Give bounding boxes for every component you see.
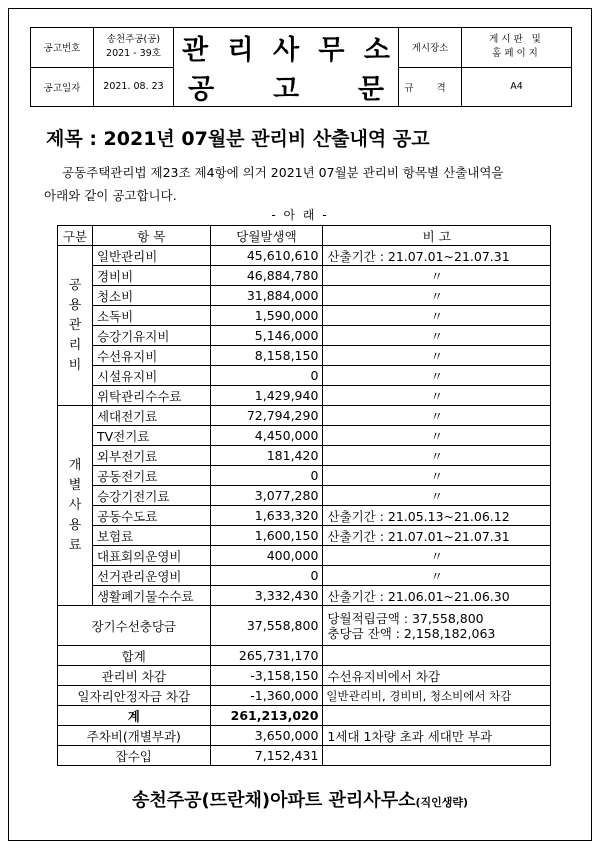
table-row: 개 별 사 용 료 세대전기료 72,794,290 〃	[58, 406, 551, 426]
col-header-item: 항 목	[92, 226, 210, 246]
misc-income-row: 잡수입 7,152,431	[58, 746, 551, 766]
table-row: 대표회의운영비 400,000 〃	[58, 546, 551, 566]
table-row: 수선유지비 8,158,150 〃	[58, 346, 551, 366]
deduct-row: 일자리안정자금 차감 -1,360,000 일반관리비, 경비비, 청소비에서 차감	[58, 686, 551, 706]
notice-date-value: 2021. 08. 23	[94, 67, 174, 107]
notice-no-value: 송천주공(공) 2021 - 39호	[94, 28, 174, 68]
table-row: 선거관리운영비 0 〃	[58, 566, 551, 586]
body-line-2: 아래와 같이 공고합니다.	[44, 188, 177, 203]
post-place-label: 게시장소	[399, 28, 462, 68]
table-row: 외부전기료 181,420 〃	[58, 446, 551, 466]
notice-body	[44, 161, 562, 207]
table-row: 위탁관리수수료 1,429,940 〃	[58, 386, 551, 406]
table-row: 시설유지비 0 〃	[58, 366, 551, 386]
notice-header-table	[30, 27, 572, 107]
common-category-label: 공 용 관 리 비	[58, 246, 93, 406]
size-value: A4	[462, 67, 572, 107]
table-row: 청소비 31,884,000 〃	[58, 286, 551, 306]
col-header-category: 구분	[58, 226, 93, 246]
total-row: 계 261,213,020	[58, 706, 551, 726]
table-row: 공동수도료 1,633,320 산출기간 : 21.05.13~21.06.12	[58, 506, 551, 526]
table-header-row	[58, 226, 551, 246]
notice-no-label: 공고번호	[31, 28, 94, 68]
subtotal-row: 합계 265,731,170	[58, 646, 551, 666]
table-row: 보험료 1,600,150 산출기간 : 21.07.01~21.07.31	[58, 526, 551, 546]
subject-title: 제목 : 2021년 07월분 관리비 산출내역 공고	[46, 128, 430, 150]
table-row: 소독비 1,590,000 〃	[58, 306, 551, 326]
table-row: 공동전기료 0 〃	[58, 466, 551, 486]
col-header-note: 비 고	[323, 226, 551, 246]
size-label: 규 격	[399, 67, 462, 107]
notice-title: 공 고 문	[174, 67, 399, 107]
table-row: 승강기전기료 3,077,280 〃	[58, 486, 551, 506]
parking-row: 주차비(개별부과) 3,650,000 1세대 1차량 초과 세대만 부과	[58, 726, 551, 746]
section-marker: - 아 래 -	[271, 208, 329, 222]
post-place-value: 게시판 및 홈페이지	[462, 28, 572, 68]
individual-category-label: 개 별 사 용 료	[58, 406, 93, 606]
table-row: 생활폐기물수수료 3,332,430 산출기간 : 21.06.01~21.06.30	[58, 586, 551, 606]
footer-signature: 송천주공(뜨란채)아파트 관리사무소(직인생략)	[131, 790, 469, 811]
office-title: 관 리 사 무 소	[174, 28, 399, 68]
table-row: 공 용 관 리 비 일반관리비 45,610,610 산출기간 : 21.07.01~21.07.31	[58, 246, 551, 266]
table-row: 경비비 46,884,780 〃	[58, 266, 551, 286]
notice-date-label: 공고일자	[31, 67, 94, 107]
reserve-row: 장기수선충당금 37,558,800 당월적립금액 : 37,558,800 충당금 잔액 : 2,158,182,063	[58, 606, 551, 646]
fee-table	[57, 225, 551, 766]
table-row: TV전기료 4,450,000 〃	[58, 426, 551, 446]
table-row: 승강기유지비 5,146,000 〃	[58, 326, 551, 346]
deduct-row: 관리비 차감 -3,158,150 수선유지비에서 차감	[58, 666, 551, 686]
col-header-amount: 당월발생액	[210, 226, 323, 246]
body-line-1: 공동주택관리법 제23조 제4항에 의거 2021년 07월분 관리비 항목별 산출내역을	[62, 165, 504, 180]
